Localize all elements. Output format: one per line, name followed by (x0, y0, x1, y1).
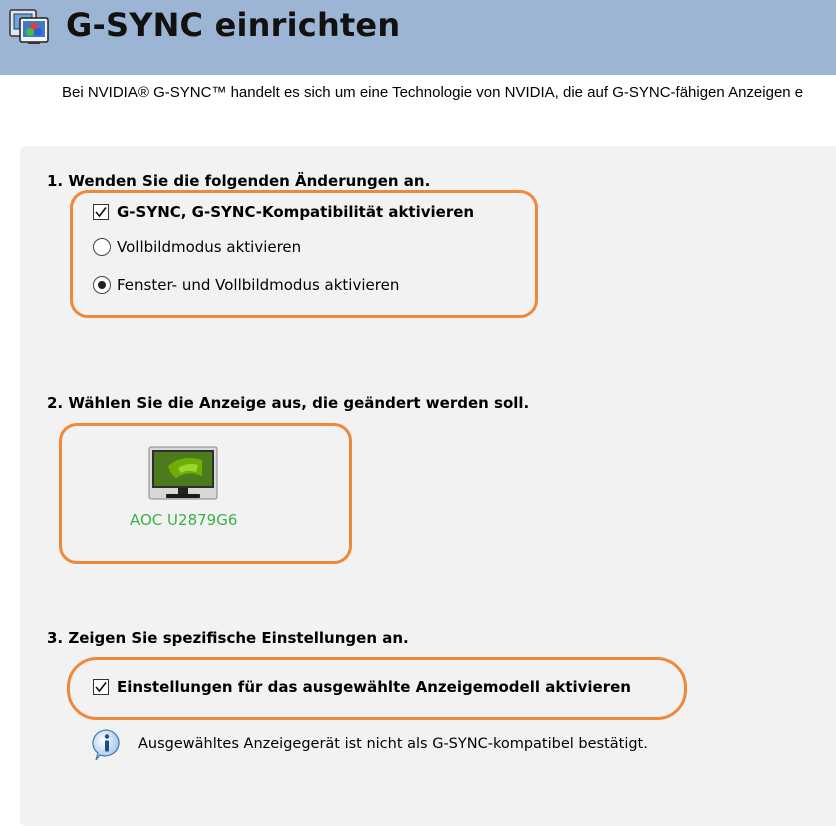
info-icon (90, 728, 124, 762)
radio-windowed-option[interactable] (93, 276, 399, 294)
radio-windowed[interactable] (93, 276, 111, 294)
model-settings-label: Einstellungen für das ausgewählte Anzeigemodell aktivieren (117, 678, 631, 696)
radio-fullscreen-option[interactable] (93, 238, 301, 256)
gsync-enable-option[interactable] (93, 203, 474, 221)
gsync-enable-label: G-SYNC, G-SYNC-Kompatibilität aktivieren (117, 203, 475, 221)
section3-title: 3. Zeigen Sie spezifische Einstellungen an. (47, 629, 409, 647)
section2-title: 2. Wählen Sie die Anzeige aus, die geändert werden soll. (47, 394, 530, 412)
header-bar (0, 0, 836, 75)
nvidia-control-panel-icon (8, 8, 52, 46)
checkmark-icon (94, 680, 108, 694)
page-title: G-SYNC einrichten (66, 6, 401, 44)
gsync-enable-checkbox[interactable] (93, 204, 109, 220)
info-message: Ausgewähltes Anzeigegerät ist nicht als G-SYNC-kompatibel bestätigt. (138, 736, 648, 752)
intro-text: Bei NVIDIA® G-SYNC™ handelt es sich um eine Technologie von NVIDIA, die auf G-SYNC-fähigen Anzeigen e (62, 84, 804, 101)
radio-fullscreen-label: Vollbildmodus aktivieren (117, 238, 302, 256)
radio-windowed-label: Fenster- und Vollbildmodus aktivieren (117, 276, 400, 294)
display-name[interactable]: AOC U2879G6 (130, 511, 238, 529)
radio-fullscreen[interactable] (93, 238, 111, 256)
checkmark-icon (94, 205, 108, 219)
section1-title: 1. Wenden Sie die folgenden Änderungen an. (47, 172, 431, 190)
model-settings-option[interactable] (93, 678, 631, 696)
model-settings-checkbox[interactable] (93, 679, 109, 695)
monitor-icon[interactable] (148, 446, 218, 506)
